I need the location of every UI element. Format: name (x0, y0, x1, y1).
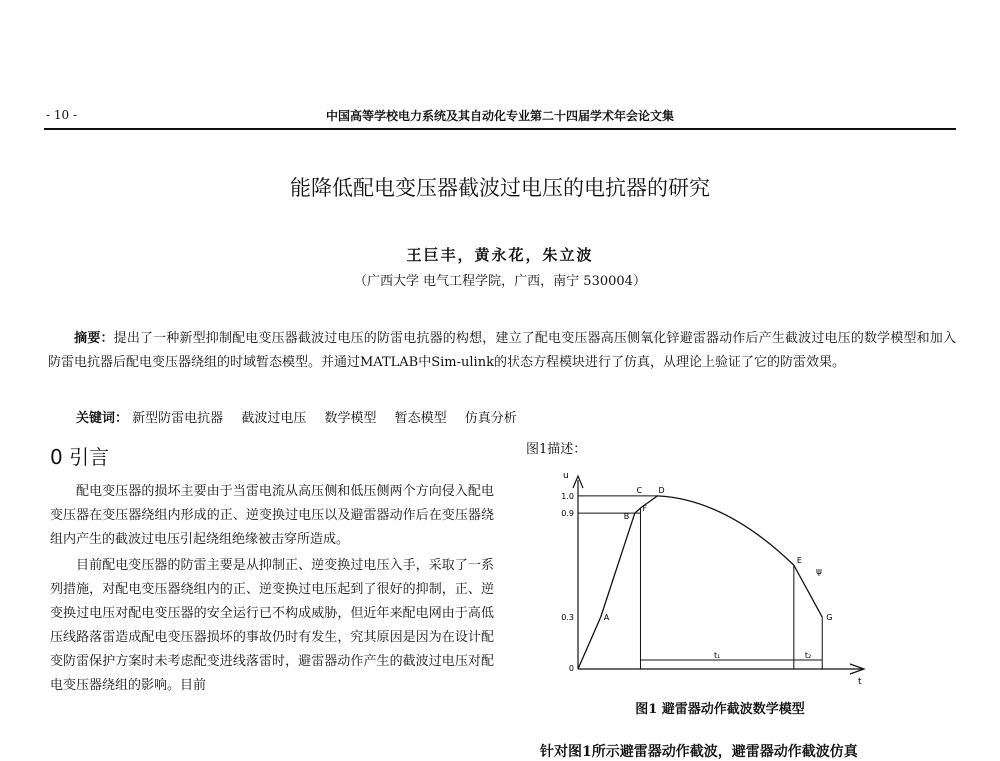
body-paragraph: 配电变压器的损坏主要由于当雷电流从高压侧和低压侧两个方向侵入配电变压器在变压器绕组内形成的正、逆变换过电压以及避雷器动作后在变压器绕组内产生的截波过电压引起绕组绝缘被击穿所造成。 (50, 484, 494, 547)
keywords-label: 关键词： (76, 411, 129, 426)
abstract-text: 提出了一种新型抑制配电变压器截波过电压的防雷电抗器的构想，建立了配电变压器高压侧氧化锌避雷器动作后产生截波过电压的数学模型和加入防雷电抗器后配电变压器绕组的时域暂态模型。并通过MATLAB中Sim-ulink的状态方程模块进行了仿真，从理论上验证了它的防雷效果。 (48, 331, 956, 370)
keyword: 暂态模型 (394, 411, 447, 426)
paper-affiliation: （广西大学 电气工程学院，广西，南宁 530004） (354, 274, 646, 289)
y-tick-label: 0 (568, 664, 574, 673)
paper-title: 能降低配电变压器截波过电压的电抗器的研究 (290, 176, 710, 200)
section-body (50, 480, 494, 698)
point-label-b: B (623, 512, 630, 522)
page-number: - 10 - (46, 108, 78, 122)
interval-label-t2: t₂ (804, 651, 812, 660)
section-heading: 0 引言 (50, 445, 110, 469)
y-tick-label: 0.3 (561, 613, 574, 623)
y-tick-label: 0.9 (561, 509, 574, 519)
running-header: 中国高等学校电力系统及其自动化专业第二十四届学术年会论文集 (325, 109, 674, 123)
abstract-label: 摘要： (74, 331, 114, 346)
point-label-d: D (658, 485, 665, 495)
body-paragraph: 目前配电变压器的防雷主要是从抑制正、逆变换过电压入手，采取了一系列措施，对配电变压器绕组内的正、逆变换过电压起到了很好的抑制，正、逆变换过电压对配电变压器的安全运行已不构成威胁，但近年来配电网由于高低压线路落雷造成配电变压器损坏的事故仍时有发生，究其原因是因为在设计配变防雷保护方案时未考虑配变进线落雷时，避雷器动作产生的截波过电压对配电变压器绕组的影响。目前 (50, 558, 494, 693)
keyword: 新型防雷电抗器 (132, 411, 224, 426)
paper-authors: 王巨丰，黄永花，朱立波 (406, 246, 594, 264)
y-axis-label: u (563, 471, 569, 481)
keywords (76, 407, 531, 426)
keyword: 数学模型 (324, 411, 377, 426)
point-label-c: C (636, 485, 643, 495)
x-axis-label: t (858, 677, 862, 687)
figure-caption: 图1 避雷器动作截波数学模型 (635, 702, 805, 717)
y-tick-label: 1.0 (561, 491, 574, 501)
figure-description-label: 图1描述： (526, 442, 587, 457)
interval-label-t1: t₁ (713, 651, 721, 660)
wave-curve (578, 496, 822, 669)
keyword: 截波过电压 (241, 411, 307, 426)
point-label-a: A (603, 613, 610, 623)
point-label-e: E (796, 556, 802, 566)
point-label-g: G (826, 613, 833, 623)
keyword: 仿真分析 (464, 411, 517, 426)
right-column-text: 针对图1所示避雷器动作截波，避雷器动作截波仿真 (540, 744, 858, 760)
figure-1-chart (540, 462, 900, 692)
point-label-f: F (642, 503, 648, 513)
stray-mark: ψ (816, 567, 822, 577)
abstract (48, 327, 956, 375)
header-rule (44, 128, 956, 130)
